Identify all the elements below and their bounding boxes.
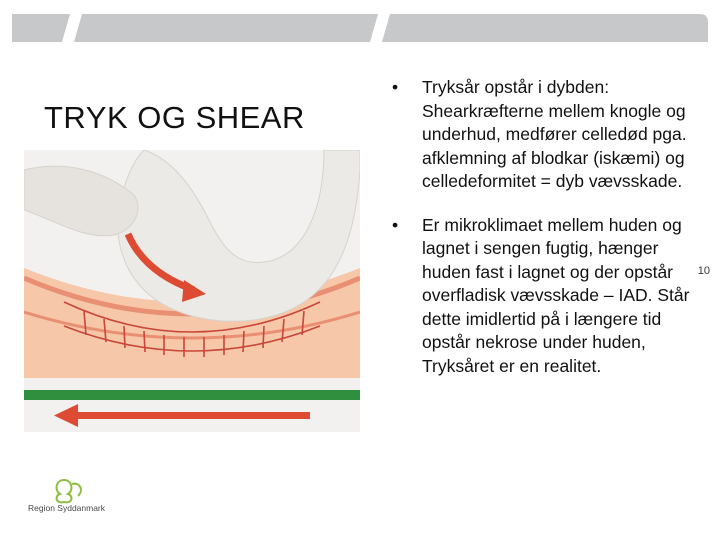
bullet-text: Tryksår opstår i dybden: Shearkræfterne mellem knogle og underhud, medfører celledød pga. afklemning af blodkar (iskæmi) og celledeformitet = dyb vævsskade.	[422, 77, 687, 191]
bullet-marker: •	[392, 77, 399, 97]
list-item	[392, 76, 702, 194]
list-item	[392, 214, 702, 379]
pressure-shear-illustration	[24, 150, 360, 432]
bullet-text: Er mikroklimaet mellem huden og lagnet i sengen fugtig, hænger huden fast i lagnet og der opstår overfladisk vævsskade – IAD. Står dette imidlertid på i længere tid opstår nekrose under huden, Tryksåret er en realitet.	[422, 214, 690, 376]
logo-text: Region Syddanmark	[28, 503, 106, 513]
logo-icon	[26, 476, 106, 506]
header-decoration	[0, 0, 720, 46]
region-logo	[26, 476, 106, 522]
page-number: 10	[697, 265, 710, 277]
bullet-list	[392, 76, 702, 378]
slide-title: TRYK OG SHEAR	[44, 100, 305, 135]
bullet-marker: •	[392, 214, 399, 235]
